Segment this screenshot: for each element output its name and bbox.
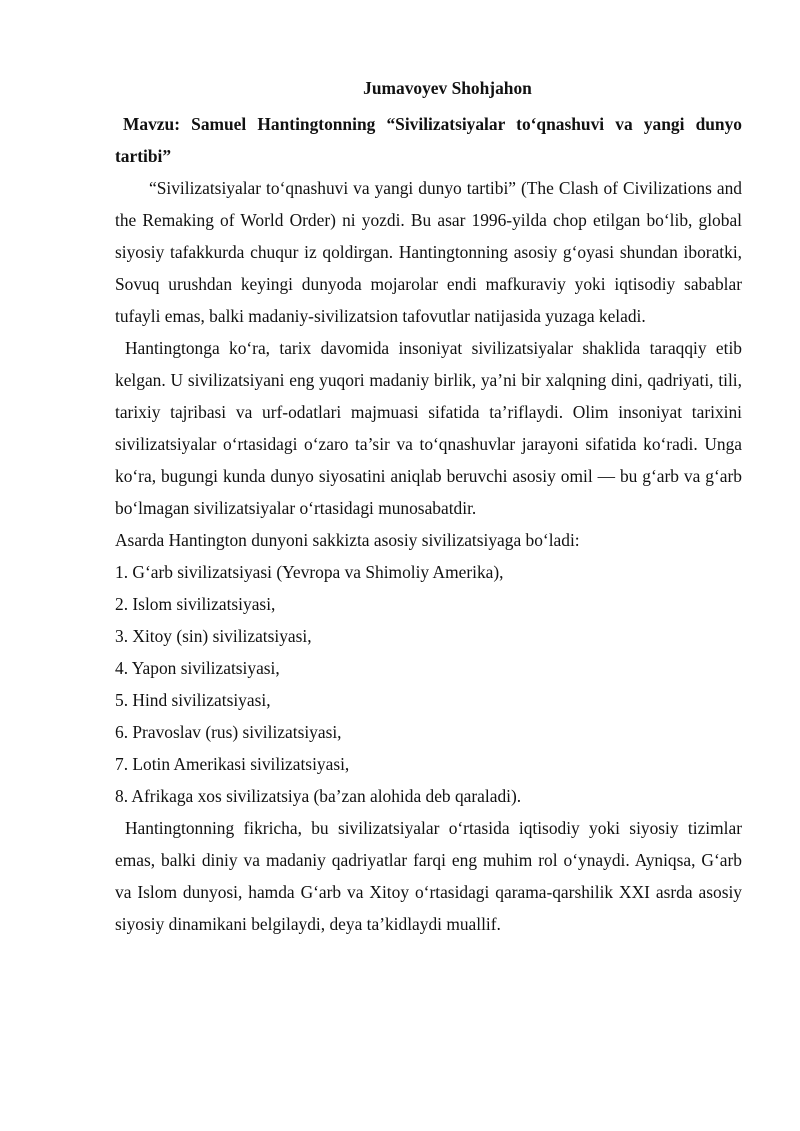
paragraph-conclusion: Hantingtonning fikricha, bu sivilizatsiyalar o‘rtasida iqtisodiy yoki siyosiy tizimlar emas, balki diniy va madaniy qadriyatlar farqi eng muhim rol o‘ynaydi. Ayniqsa, G‘arb va Islom dunyosi, hamda G‘arb va Xitoy o‘rtasidagi qarama-qarshilik XXI asrda asosiy siyosiy dinamikani belgilaydi, deya ta’kidlaydi muallif. [115, 818, 742, 934]
paragraph-list-intro: Asarda Hantington dunyoni sakkizta asosiy sivilizatsiyaga bo‘ladi: [115, 530, 580, 550]
list-item: 4. Yapon sivilizatsiyasi, [115, 658, 280, 678]
list-item: 8. Afrikaga xos sivilizatsiya (ba’zan alohida deb qaraladi). [115, 786, 522, 806]
topic-title: Mavzu: Samuel Hantingtonning “Sivilizatsiyalar to‘qnashuvi va yangi dunyo tartibi” [115, 114, 742, 166]
list-item: 7. Lotin Amerikasi sivilizatsiyasi, [115, 754, 350, 774]
list-item: 5. Hind sivilizatsiyasi, [115, 690, 271, 710]
document-body [115, 172, 742, 940]
paragraph-definition: Hantingtonga ko‘ra, tarix davomida insoniyat sivilizatsiyalar shaklida taraqqiy etib kelgan. U sivilizatsiyani eng yuqori madaniy birlik, ya’ni bir xalqning dini, qadriyati, tili, tarixiy tajribasi va urf-odatlari majmuasi sifatida ta’riflaydi. Olim insoniyat tarixini sivilizatsiyalar o‘rtasidagi o‘zaro ta’sir va to‘qnashuvlar jarayoni sifatida ko‘radi. Unga ko‘ra, bugungi kunda dunyo siyosatini aniqlab beruvchi asosiy omil — bu g‘arb va g‘arb bo‘lmagan sivilizatsiyalar o‘rtasidagi munosabatdir. [115, 338, 742, 518]
civilization-list [115, 556, 742, 812]
list-item: 1. G‘arb sivilizatsiyasi (Yevropa va Shimoliy Amerika), [115, 562, 504, 582]
author-name: Jumavoyev Shohjahon [363, 78, 532, 98]
list-item: 3. Xitoy (sin) sivilizatsiyasi, [115, 626, 312, 646]
paragraph-intro: “Sivilizatsiyalar to‘qnashuvi va yangi dunyo tartibi” (The Clash of Civilizations and the Remaking of World Order) ni yozdi. Bu asar 1996-yilda chop etilgan bo‘lib, global siyosiy tafakkurda chuqur iz qoldirgan. Hantingtonning asosiy g‘oyasi shundan iboratki, Sovuq urushdan keyingi dunyoda mojarolar endi mafkuraviy yoki iqtisodiy sabablar tufayli emas, balki madaniy-sivilizatsion tafovutlar natijasida yuzaga keladi. [115, 178, 742, 326]
list-item: 2. Islom sivilizatsiyasi, [115, 594, 276, 614]
list-item: 6. Pravoslav (rus) sivilizatsiyasi, [115, 722, 342, 742]
